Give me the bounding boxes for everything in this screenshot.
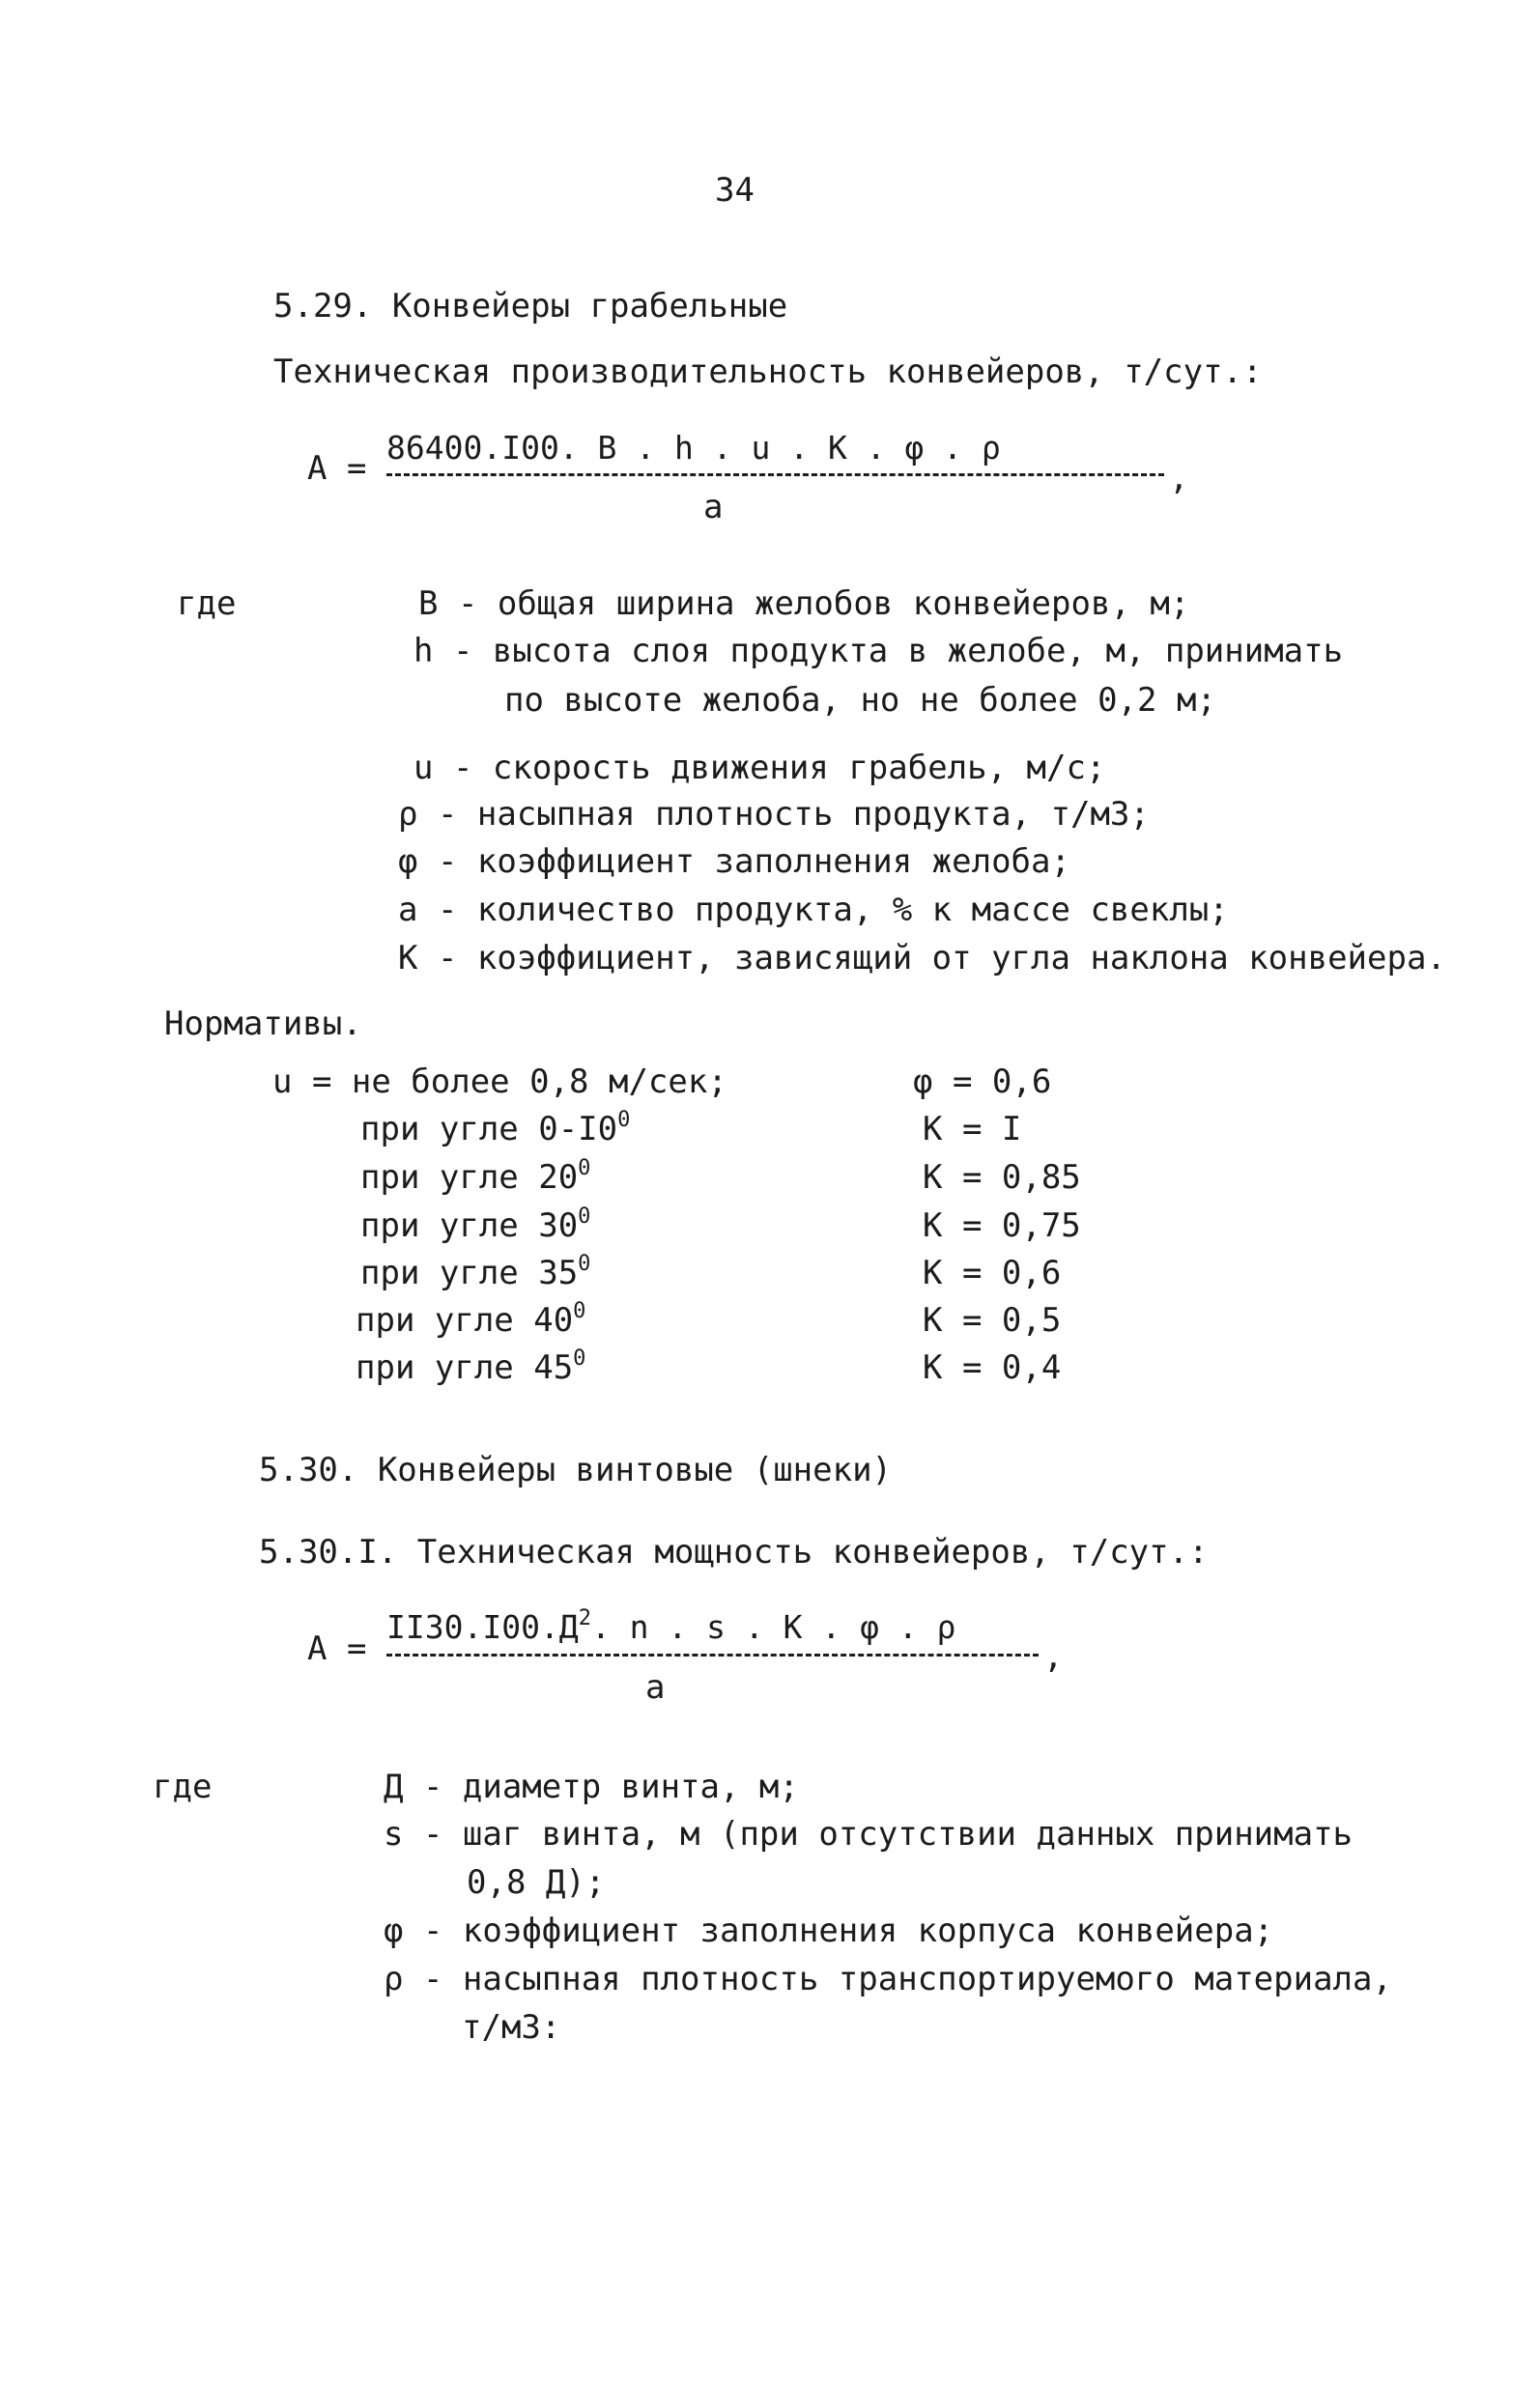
norm-right-1: К = I bbox=[923, 1110, 1022, 1148]
definition-a: а - количество продукта, % к массе свеклы; bbox=[398, 891, 1229, 929]
definition-d: Д - диаметр винта, м; bbox=[384, 1768, 799, 1806]
degree-sign: 0 bbox=[578, 1204, 591, 1229]
definition-rho: ρ - насыпная плотность транспортируемого материала, bbox=[384, 1960, 1392, 1998]
definition-u: u - скорость движения грабель, м/с; bbox=[413, 749, 1106, 787]
norm-left-6: при угле $45^0$ bbox=[356, 1346, 586, 1387]
norm-right-2: К = 0,85 bbox=[923, 1158, 1081, 1197]
norm-left-4: при угле $35^0$ bbox=[360, 1252, 591, 1292]
definition-rho: ρ - насыпная плотность продукта, т/м3; bbox=[398, 795, 1150, 834]
norm-left-1: при угле $0-I0^0$ bbox=[360, 1108, 631, 1148]
definition-rho-cont: т/м3: bbox=[462, 2008, 561, 2047]
page-number: 34 bbox=[715, 171, 755, 210]
norm-left-0: u = не более 0,8 м/сек; bbox=[272, 1062, 727, 1101]
definition-h-cont: по высоте желоба, но не более 0,2 м; bbox=[504, 681, 1216, 720]
degree-sign: 0 bbox=[573, 1346, 586, 1371]
definition-s-cont: 0,8 Д); bbox=[467, 1863, 606, 1902]
formula-lhs: А = bbox=[307, 1629, 367, 1668]
formula-denominator: а bbox=[645, 1668, 666, 1707]
section-heading-5-30-1: 5.30.I. Техническая мощность конвейеров, т/сут.: bbox=[259, 1533, 1209, 1572]
degree-sign: 0 bbox=[617, 1108, 631, 1132]
definition-h: h - высота слоя продукта в желобе, м, принимать bbox=[413, 632, 1344, 670]
norm-left-3: при угле $30^0$ bbox=[360, 1204, 591, 1245]
section-intro-5-29: Техническая производительность конвейеров, т/сут.: bbox=[273, 353, 1263, 391]
norms-title: Нормативы. bbox=[164, 1005, 362, 1043]
where-label: где bbox=[153, 1768, 213, 1806]
norm-right-5: К = 0,5 bbox=[923, 1301, 1062, 1340]
fraction-bar bbox=[386, 1654, 1039, 1657]
degree-sign: 0 bbox=[578, 1156, 591, 1180]
section-heading-5-30: 5.30. Конвейеры винтовые (шнеки) bbox=[259, 1451, 893, 1489]
formula-tail: , bbox=[1043, 1637, 1064, 1676]
definition-k: К - коэффициент, зависящий от угла наклона конвейера. bbox=[398, 939, 1446, 977]
section-heading-5-29: 5.29. Конвейеры грабельные bbox=[273, 287, 788, 326]
definition-s: s - шаг винта, м (при отсутствии данных принимать bbox=[384, 1815, 1354, 1854]
norm-left-2: при угле $20^0$ bbox=[360, 1156, 591, 1197]
formula-numerator: 86400.I00. В . h . u . К . φ . ρ bbox=[386, 429, 1001, 467]
degree-sign: 0 bbox=[573, 1299, 586, 1323]
formula-exponent: 2 bbox=[578, 1606, 591, 1630]
definition-phi: φ - коэффициент заполнения корпуса конвейера; bbox=[384, 1912, 1274, 1950]
formula-tail: , bbox=[1169, 459, 1189, 497]
formula-denominator: а bbox=[703, 488, 724, 526]
definition-b: В - общая ширина желобов конвейеров, м; bbox=[418, 584, 1190, 623]
where-label: где bbox=[177, 584, 237, 623]
norm-left-5: при угле $40^0$ bbox=[356, 1299, 586, 1340]
fraction-bar bbox=[386, 473, 1164, 476]
norm-right-6: К = 0,4 bbox=[923, 1348, 1062, 1387]
formula-lhs: А = bbox=[307, 449, 367, 488]
definition-phi: φ - коэффициент заполнения желоба; bbox=[398, 842, 1070, 881]
formula-numerator: $II30.I00.Д^2$. n . s . К . φ . ρ bbox=[386, 1606, 956, 1646]
norm-right-4: К = 0,6 bbox=[923, 1254, 1062, 1292]
degree-sign: 0 bbox=[578, 1252, 591, 1276]
norm-right-3: К = 0,75 bbox=[923, 1206, 1081, 1245]
norm-right-0: φ = 0,6 bbox=[913, 1062, 1052, 1101]
